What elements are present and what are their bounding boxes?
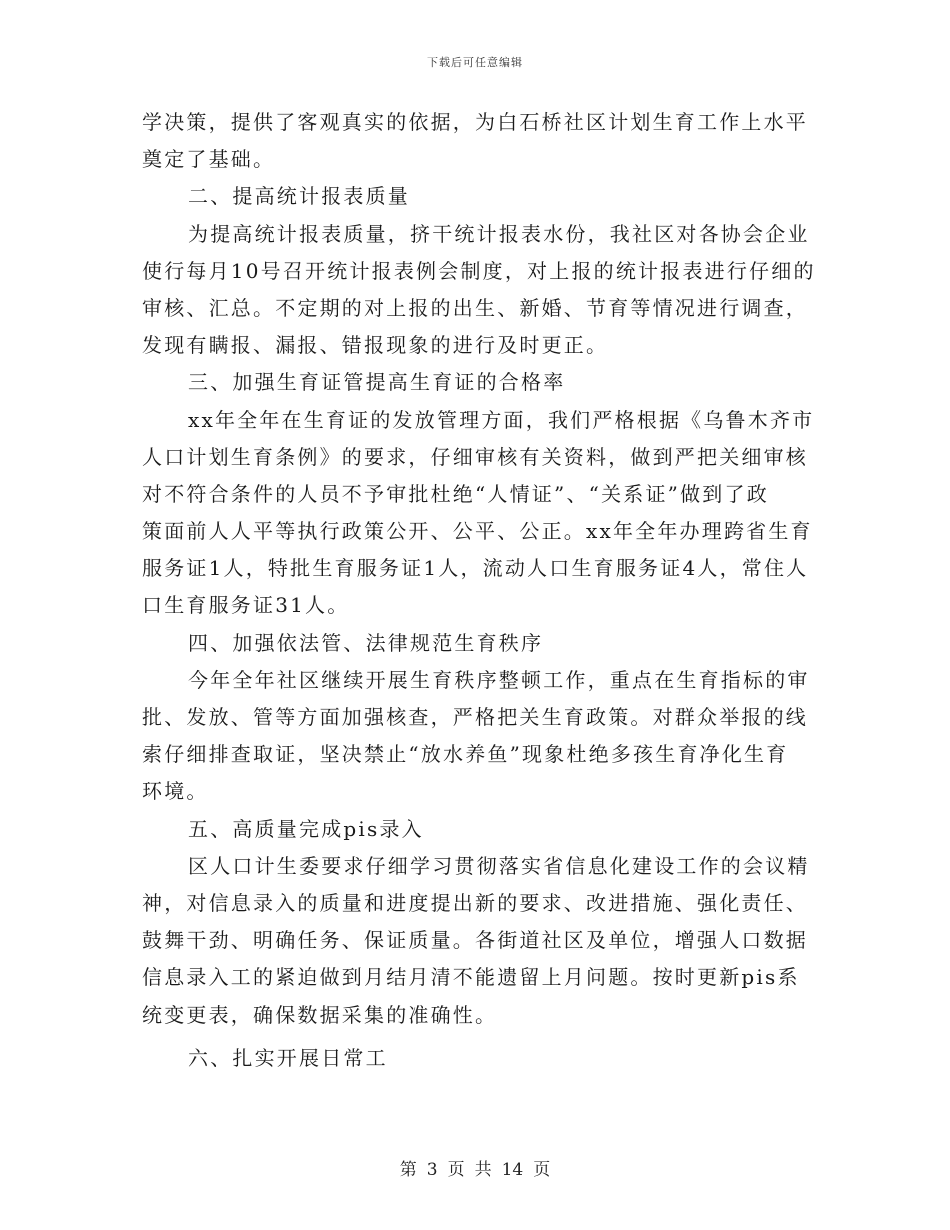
- page-header-note: 下载后可任意编辑: [427, 56, 523, 69]
- body-line: 区人口计生委要求仔细学习贯彻落实省信息化建设工作的会议精: [188, 853, 810, 878]
- section-heading-4: 四、加强依法管、法律规范生育秩序: [188, 630, 544, 655]
- body-line: 口生育服务证31人。: [142, 593, 350, 618]
- section-heading-3: 三、加强生育证管提高生育证的合格率: [188, 370, 566, 395]
- body-line: 奠定了基础。: [142, 147, 276, 172]
- footer-total-word: 共: [474, 1160, 492, 1180]
- body-line: 为提高统计报表质量，挤干统计报表水份，我社区对各协会企业: [188, 221, 810, 246]
- page-footer: [0, 1155, 950, 1180]
- body-line: xx年全年在生育证的发放管理方面，我们严格根据《乌鲁木齐市: [188, 407, 815, 432]
- footer-total-pages: 14: [501, 1160, 524, 1180]
- body-line: 神，对信息录入的质量和进度提出新的要求、改进措施、强化责任、: [142, 890, 808, 915]
- body-line: 批、发放、管等方面加强核查，严格把关生育政策。对群众举报的线: [142, 705, 808, 729]
- footer-prefix: 第: [399, 1160, 417, 1180]
- body-line: 鼓舞干劲、明确任务、保证质量。各街道社区及单位，增强人口数据: [142, 928, 808, 953]
- body-line: 发现有瞒报、漏报、错报现象的进行及时更正。: [142, 333, 609, 358]
- body-line: 环境。: [142, 779, 209, 804]
- document-body: [142, 104, 816, 1077]
- section-heading-2: 二、提高统计报表质量: [188, 184, 410, 209]
- body-line: 使行每月10号召开统计报表例会制度，对上报的统计报表进行仔细的: [142, 258, 816, 283]
- body-line: 索仔细排查取证，坚决禁止“放水养鱼”现象杜绝多孩生育净化生育: [142, 742, 789, 767]
- section-heading-5: 五、高质量完成pis录入: [188, 816, 424, 841]
- body-line: 人口计划生育条例》的要求，仔细审核有关资料，做到严把关细审核: [142, 444, 808, 469]
- body-line: 审核、汇总。不定期的对上报的出生、新婚、节育等情况进行调查，: [142, 295, 808, 320]
- body-line: 服务证1人，特批生育服务证1人，流动人口生育服务证4人，常住人: [142, 556, 809, 581]
- section-heading-6: 六、扎实开展日常工: [188, 1045, 388, 1070]
- footer-page-word: 页: [447, 1160, 465, 1180]
- body-line: 策面前人人平等执行政策公开、公平、公正。xx年全年办理跨省生育: [142, 519, 813, 544]
- body-line: 统变更表，确保数据采集的准确性。: [142, 1002, 498, 1027]
- body-line: 学决策，提供了客观真实的依据，为白石桥社区计划生育工作上水平: [142, 110, 808, 134]
- body-line: 今年全年社区继续开展生育秩序整顿工作，重点在生育指标的审: [188, 667, 810, 692]
- footer-suffix: 页: [533, 1160, 551, 1180]
- body-line: 信息录入工的紧迫做到月结月清不能遗留上月问题。按时更新pis系: [142, 965, 800, 990]
- footer-current-page: 3: [426, 1160, 438, 1180]
- body-line: 对不符合条件的人员不予审批杜绝“人情证”、“关系证”做到了政: [142, 481, 769, 506]
